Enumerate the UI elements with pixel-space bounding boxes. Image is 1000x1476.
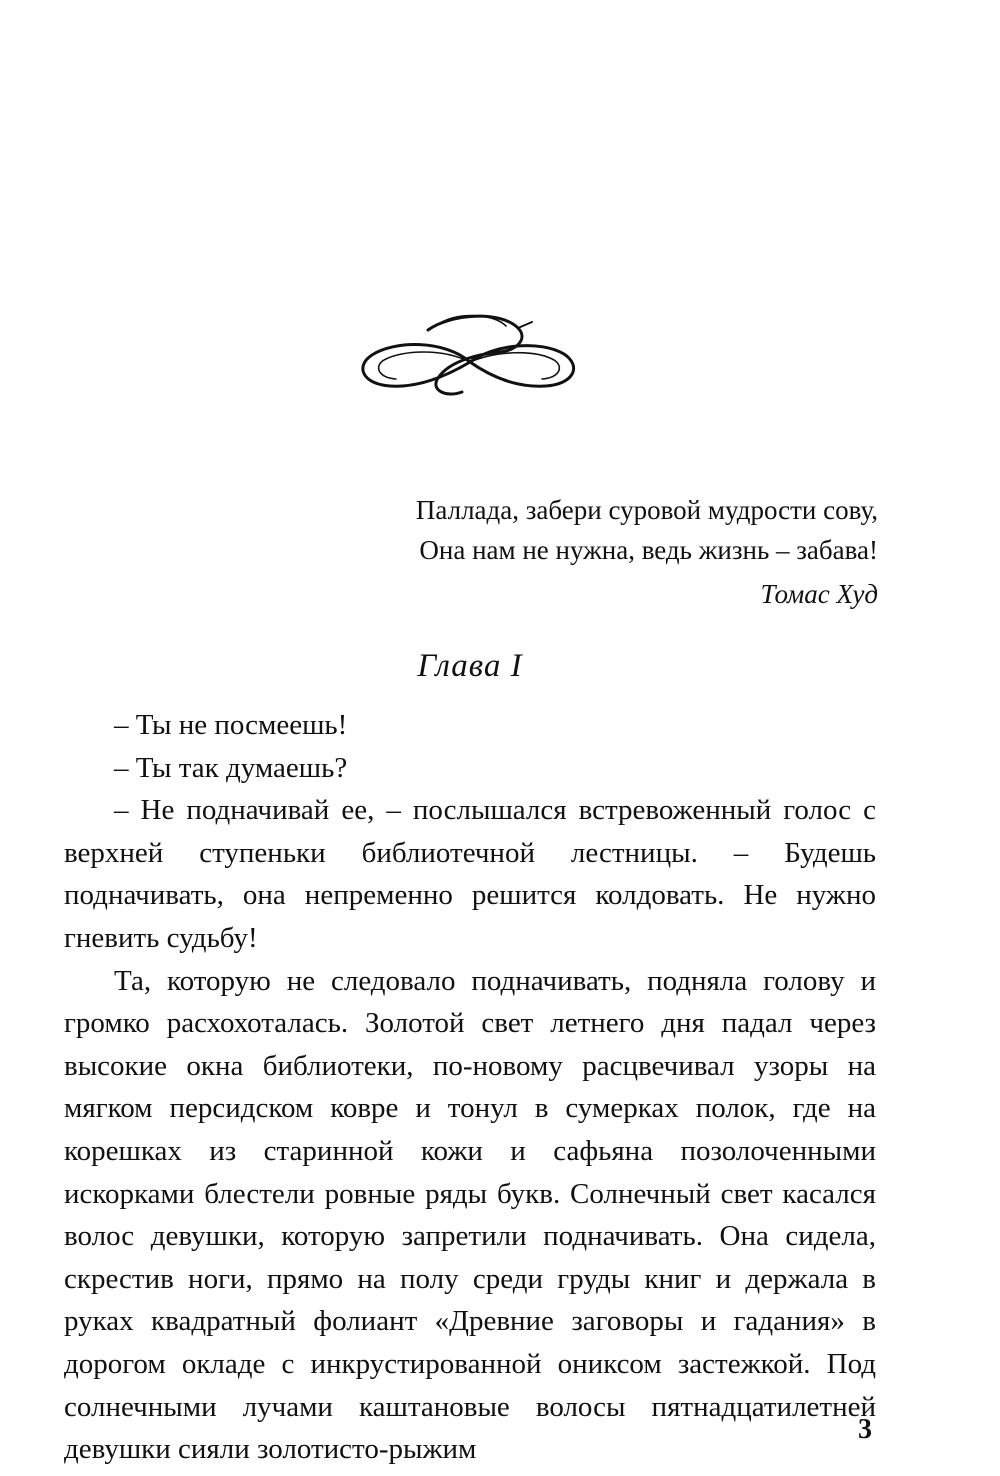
epigraph — [416, 490, 878, 614]
chapter-body — [64, 704, 876, 1471]
dialogue-line: – Ты не посмеешь! — [114, 709, 348, 741]
epigraph-author: Томас Худ — [760, 579, 878, 609]
epigraph-line: Она нам не нужна, ведь жизнь – забава! — [419, 535, 878, 565]
paragraph: – Не подначивай ее, – послышался встревоженный голос с верхней ступеньки библиотечной лестницы. – Будешь подначивать, она непременно решится колдовать. Не нужно гневить судьбу! — [64, 794, 876, 954]
celtic-knot-ornament-icon — [350, 300, 590, 410]
chapter-title: Глава I — [417, 648, 523, 684]
epigraph-line: Паллада, забери суровой мудрости сову, — [415, 495, 878, 525]
paragraph: Та, которую не следовало подначивать, подняла голову и громко расхохоталась. Золотой свет летнего дня падал через высокие окна библиотеки, по-новому расцвечивал узоры на мягком персидском ковре и тонул в сумерках полок, где на корешках из старинной кожи и сафьяна позолоченными искорками блестели ровные ряды букв. Солнечный свет касался волос девушки, которую запретили подначивать. Она сидела, скрестив ноги, прямо на полу среди груды книг и держала в руках квадратный фолиант «Древние заговоры и гадания» в дорогом окладе с инкрустированной ониксом застежкой. Под солнечными лучами каштановые волосы пятнадцатилетней девушки сияли золотисто-рыжим — [64, 964, 876, 1466]
page-number: 3 — [858, 1414, 872, 1445]
dialogue-line: – Ты так думаешь? — [114, 751, 348, 784]
